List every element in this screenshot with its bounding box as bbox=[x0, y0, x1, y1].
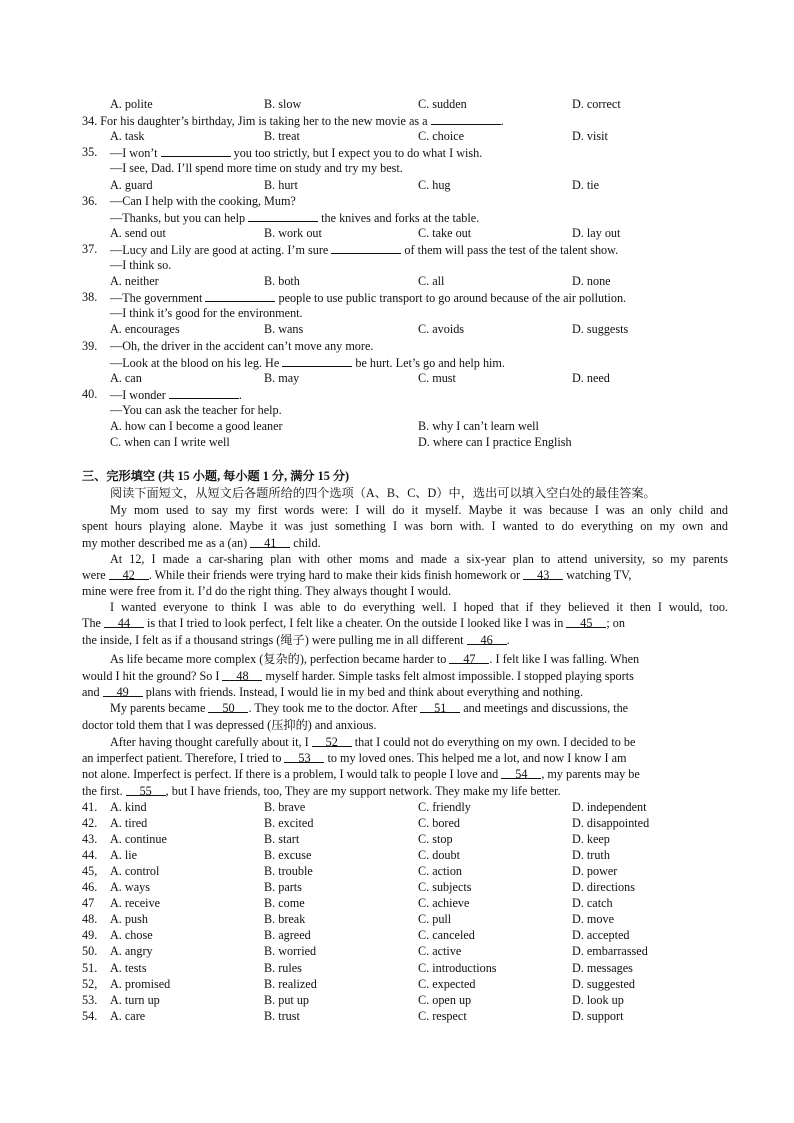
cloze-blank: 47 bbox=[449, 651, 489, 664]
passage-line: At 12, I made a car-sharing plan with other moms and made a six-year plan to attend university, so my parents bbox=[110, 552, 728, 566]
q39-dialogue-2: —Look at the blood on his leg. He be hurt. Let’s go and help him. bbox=[110, 356, 505, 370]
option-c: C. take out bbox=[418, 226, 472, 240]
section-instruction: 阅读下面短文，从短文后各题所给的四个选项（A、B、C、D）中，选出可以填入空白处的最佳答案。 bbox=[110, 486, 656, 500]
q36-dialogue-1: 36. —Can I help with the cooking, Mum? bbox=[82, 194, 296, 208]
q37-dialogue-2: —I think so. bbox=[110, 258, 172, 272]
question-number: 40. bbox=[82, 387, 98, 401]
passage-line: spent hours playing alone. Maybe it was just something I was born with. I wanted to do everything on my own and bbox=[82, 519, 728, 533]
q40-dialogue-2: —You can ask the teacher for help. bbox=[110, 403, 282, 417]
option-b: B. treat bbox=[264, 129, 300, 143]
cloze-blank: 55 bbox=[126, 783, 166, 796]
passage-line: were 42 . While their friends were trying hard to make their kids finish homework or 43 watching TV, bbox=[82, 568, 632, 582]
answer-blank bbox=[282, 354, 352, 367]
question-number: 35. bbox=[82, 145, 98, 159]
passage-line: would I hit the ground? So I 48 myself harder. Simple tasks felt almost impossible. I stopped playing sports bbox=[82, 669, 634, 683]
q35-dialogue-1: 35. —I won’t you too strictly, but I expect you to do what I wish. bbox=[82, 145, 483, 160]
q36-options bbox=[0, 225, 794, 241]
cloze-blank: 50 bbox=[208, 700, 248, 713]
passage-line: my mother described me as a (an) 41 child. bbox=[82, 536, 321, 550]
answer-blank bbox=[331, 241, 401, 254]
q37-dialogue-1: 37. —Lucy and Lily are good at acting. I’m sure of them will pass the test of the talent show. bbox=[82, 242, 619, 257]
option-c: C. all bbox=[418, 274, 445, 288]
q37-options bbox=[0, 273, 794, 289]
cloze-blank: 46 bbox=[467, 632, 507, 645]
cloze-option-row: 42. A. tired B. excited C. bored D. disappointed bbox=[82, 816, 650, 830]
option-a: A. neither bbox=[110, 274, 159, 288]
option-b: B. hurt bbox=[264, 178, 298, 192]
cloze-option-row: 54. A. care B. trust C. respect D. support bbox=[82, 1009, 624, 1023]
cloze-option-row: 44. A. lie B. excuse C. doubt D. truth bbox=[82, 848, 610, 862]
q40-options-row-2 bbox=[0, 434, 794, 450]
cloze-option-row: 52, A. promised B. realized C. expected D. suggested bbox=[82, 977, 635, 991]
cloze-blank: 41 bbox=[250, 535, 290, 548]
q38-dialogue-2: —I think it’s good for the environment. bbox=[110, 306, 303, 320]
cloze-option-row: 45, A. control B. trouble C. action D. power bbox=[82, 864, 618, 878]
q34-stem: 34. For his daughter’s birthday, Jim is taking her to the new movie as a . bbox=[82, 114, 504, 128]
option-a: A. encourages bbox=[110, 322, 180, 336]
q38-dialogue-1: 38. —The government people to use public transport to go around because of the air pollution. bbox=[82, 290, 627, 305]
cloze-option-row: 49. A. chose B. agreed C. canceled D. accepted bbox=[82, 928, 630, 942]
q40-options-row-1 bbox=[0, 418, 794, 434]
option-a: A. send out bbox=[110, 226, 166, 240]
passage-line: mine were free from it. I’d do the right thing. They always thought I would. bbox=[82, 584, 452, 598]
passage-line: the inside, I felt as if a thousand strings (绳子) were pulling me in all different 46 . bbox=[82, 633, 510, 647]
cloze-option-row: 47 A. receive B. come C. achieve D. catch bbox=[82, 896, 613, 910]
question-number: 37. bbox=[82, 242, 98, 256]
option-b: B. work out bbox=[264, 226, 322, 240]
passage-line: and 49 plans with friends. Instead, I would lie in my bed and think about everything and nothing. bbox=[82, 685, 584, 699]
q40-dialogue-1: 40. —I wonder . bbox=[82, 387, 242, 402]
cloze-blank: 45 bbox=[566, 615, 606, 628]
option-b: B. slow bbox=[264, 97, 302, 111]
answer-blank bbox=[169, 386, 239, 399]
option-d: D. need bbox=[572, 371, 610, 385]
cloze-option-row: 48. A. push B. break C. pull D. move bbox=[82, 912, 614, 926]
q35-dialogue-2: —I see, Dad. I’ll spend more time on study and try my best. bbox=[110, 161, 403, 175]
cloze-option-row: 46. A. ways B. parts C. subjects D. directions bbox=[82, 880, 635, 894]
cloze-blank: 52 bbox=[312, 734, 352, 747]
cloze-option-row: 53. A. turn up B. put up C. open up D. look up bbox=[82, 993, 624, 1007]
answer-blank bbox=[431, 112, 501, 125]
option-c: C. hug bbox=[418, 178, 451, 192]
option-b: B. why I can’t learn well bbox=[418, 419, 539, 433]
option-b: B. may bbox=[264, 371, 300, 385]
passage-line: I wanted everyone to think I was able to do everything well. I hoped that if they believed it then I would, too. bbox=[110, 600, 728, 614]
q34-options bbox=[0, 128, 794, 144]
option-c: C. sudden bbox=[418, 97, 467, 111]
option-d: D. where can I practice English bbox=[418, 435, 572, 449]
cloze-option-row: 41. A. kind B. brave C. friendly D. independent bbox=[82, 800, 647, 814]
cloze-blank: 44 bbox=[104, 615, 144, 628]
answer-blank bbox=[205, 289, 275, 302]
option-c: C. when can I write well bbox=[110, 435, 230, 449]
q36-dialogue-2: —Thanks, but you can help the knives and forks at the table. bbox=[110, 211, 480, 225]
answer-blank bbox=[248, 209, 318, 222]
option-d: D. tie bbox=[572, 178, 600, 192]
cloze-blank: 53 bbox=[284, 750, 324, 763]
cloze-blank: 51 bbox=[420, 700, 460, 713]
cloze-blank: 54 bbox=[501, 766, 541, 779]
option-a: A. polite bbox=[110, 97, 153, 111]
passage-line: the first. 55 , but I have friends, too, They are my support network. They make my life better. bbox=[82, 784, 561, 798]
cloze-option-row: 43. A. continue B. start C. stop D. keep bbox=[82, 832, 610, 846]
option-d: D. none bbox=[572, 274, 611, 288]
question-number: 39. bbox=[82, 339, 98, 353]
cloze-blank: 49 bbox=[103, 684, 143, 697]
option-d: D. lay out bbox=[572, 226, 621, 240]
passage-line: As life became more complex (复杂的), perfection became harder to 47 . I felt like I was falling. When bbox=[110, 652, 640, 666]
option-b: B. both bbox=[264, 274, 300, 288]
passage-line: My parents became 50 . They took me to the doctor. After 51 and meetings and discussions, the bbox=[110, 701, 629, 715]
passage-line: doctor told them that I was depressed (压抑的) and anxious. bbox=[82, 718, 377, 732]
passage-line: My mom used to say my first words were: I will do it myself. Maybe it was because I was an only child and bbox=[110, 503, 728, 517]
option-c: C. must bbox=[418, 371, 456, 385]
q38-options bbox=[0, 321, 794, 337]
option-a: A. guard bbox=[110, 178, 153, 192]
option-a: A. task bbox=[110, 129, 145, 143]
option-b: B. wans bbox=[264, 322, 304, 336]
question-number: 34. bbox=[82, 114, 98, 128]
passage-line: After having thought carefully about it, I 52 that I could not do everything on my own. I decided to be bbox=[110, 735, 636, 749]
question-number: 38. bbox=[82, 290, 98, 304]
q33-options bbox=[0, 96, 794, 112]
passage-line: The 44 is that I tried to look perfect, I felt like a cheater. On the outside I looked like I was in 45 ; on bbox=[82, 616, 625, 630]
cloze-option-row: 50. A. angry B. worried C. active D. embarrassed bbox=[82, 944, 648, 958]
option-d: D. correct bbox=[572, 97, 621, 111]
option-a: A. can bbox=[110, 371, 142, 385]
passage-line: not alone. Imperfect is perfect. If there is a problem, I would talk to people I love and 54 , my parents may be bbox=[82, 767, 640, 781]
option-d: D. suggests bbox=[572, 322, 629, 336]
option-c: C. avoids bbox=[418, 322, 465, 336]
passage-line: an imperfect patient. Therefore, I tried to 53 to my loved ones. This helped me a lot, and now I know I am bbox=[82, 751, 627, 765]
option-a: A. how can I become a good leaner bbox=[110, 419, 283, 433]
cloze-blank: 42 bbox=[109, 567, 149, 580]
answer-blank bbox=[161, 144, 231, 157]
q39-dialogue-1: 39. —Oh, the driver in the accident can’t move any more. bbox=[82, 339, 374, 353]
question-text: For his daughter’s birthday, Jim is taking her to the new movie as a bbox=[100, 114, 428, 128]
cloze-blank: 43 bbox=[523, 567, 563, 580]
cloze-option-row: 51. A. tests B. rules C. introductions D. messages bbox=[82, 961, 633, 975]
option-c: C. choice bbox=[418, 129, 465, 143]
question-number: 36. bbox=[82, 194, 98, 208]
option-d: D. visit bbox=[572, 129, 608, 143]
q39-options bbox=[0, 370, 794, 386]
q35-options bbox=[0, 177, 794, 193]
cloze-blank: 48 bbox=[222, 668, 262, 681]
section-heading: 三、完形填空 (共 15 小题, 每小题 1 分, 满分 15 分) bbox=[82, 469, 350, 483]
